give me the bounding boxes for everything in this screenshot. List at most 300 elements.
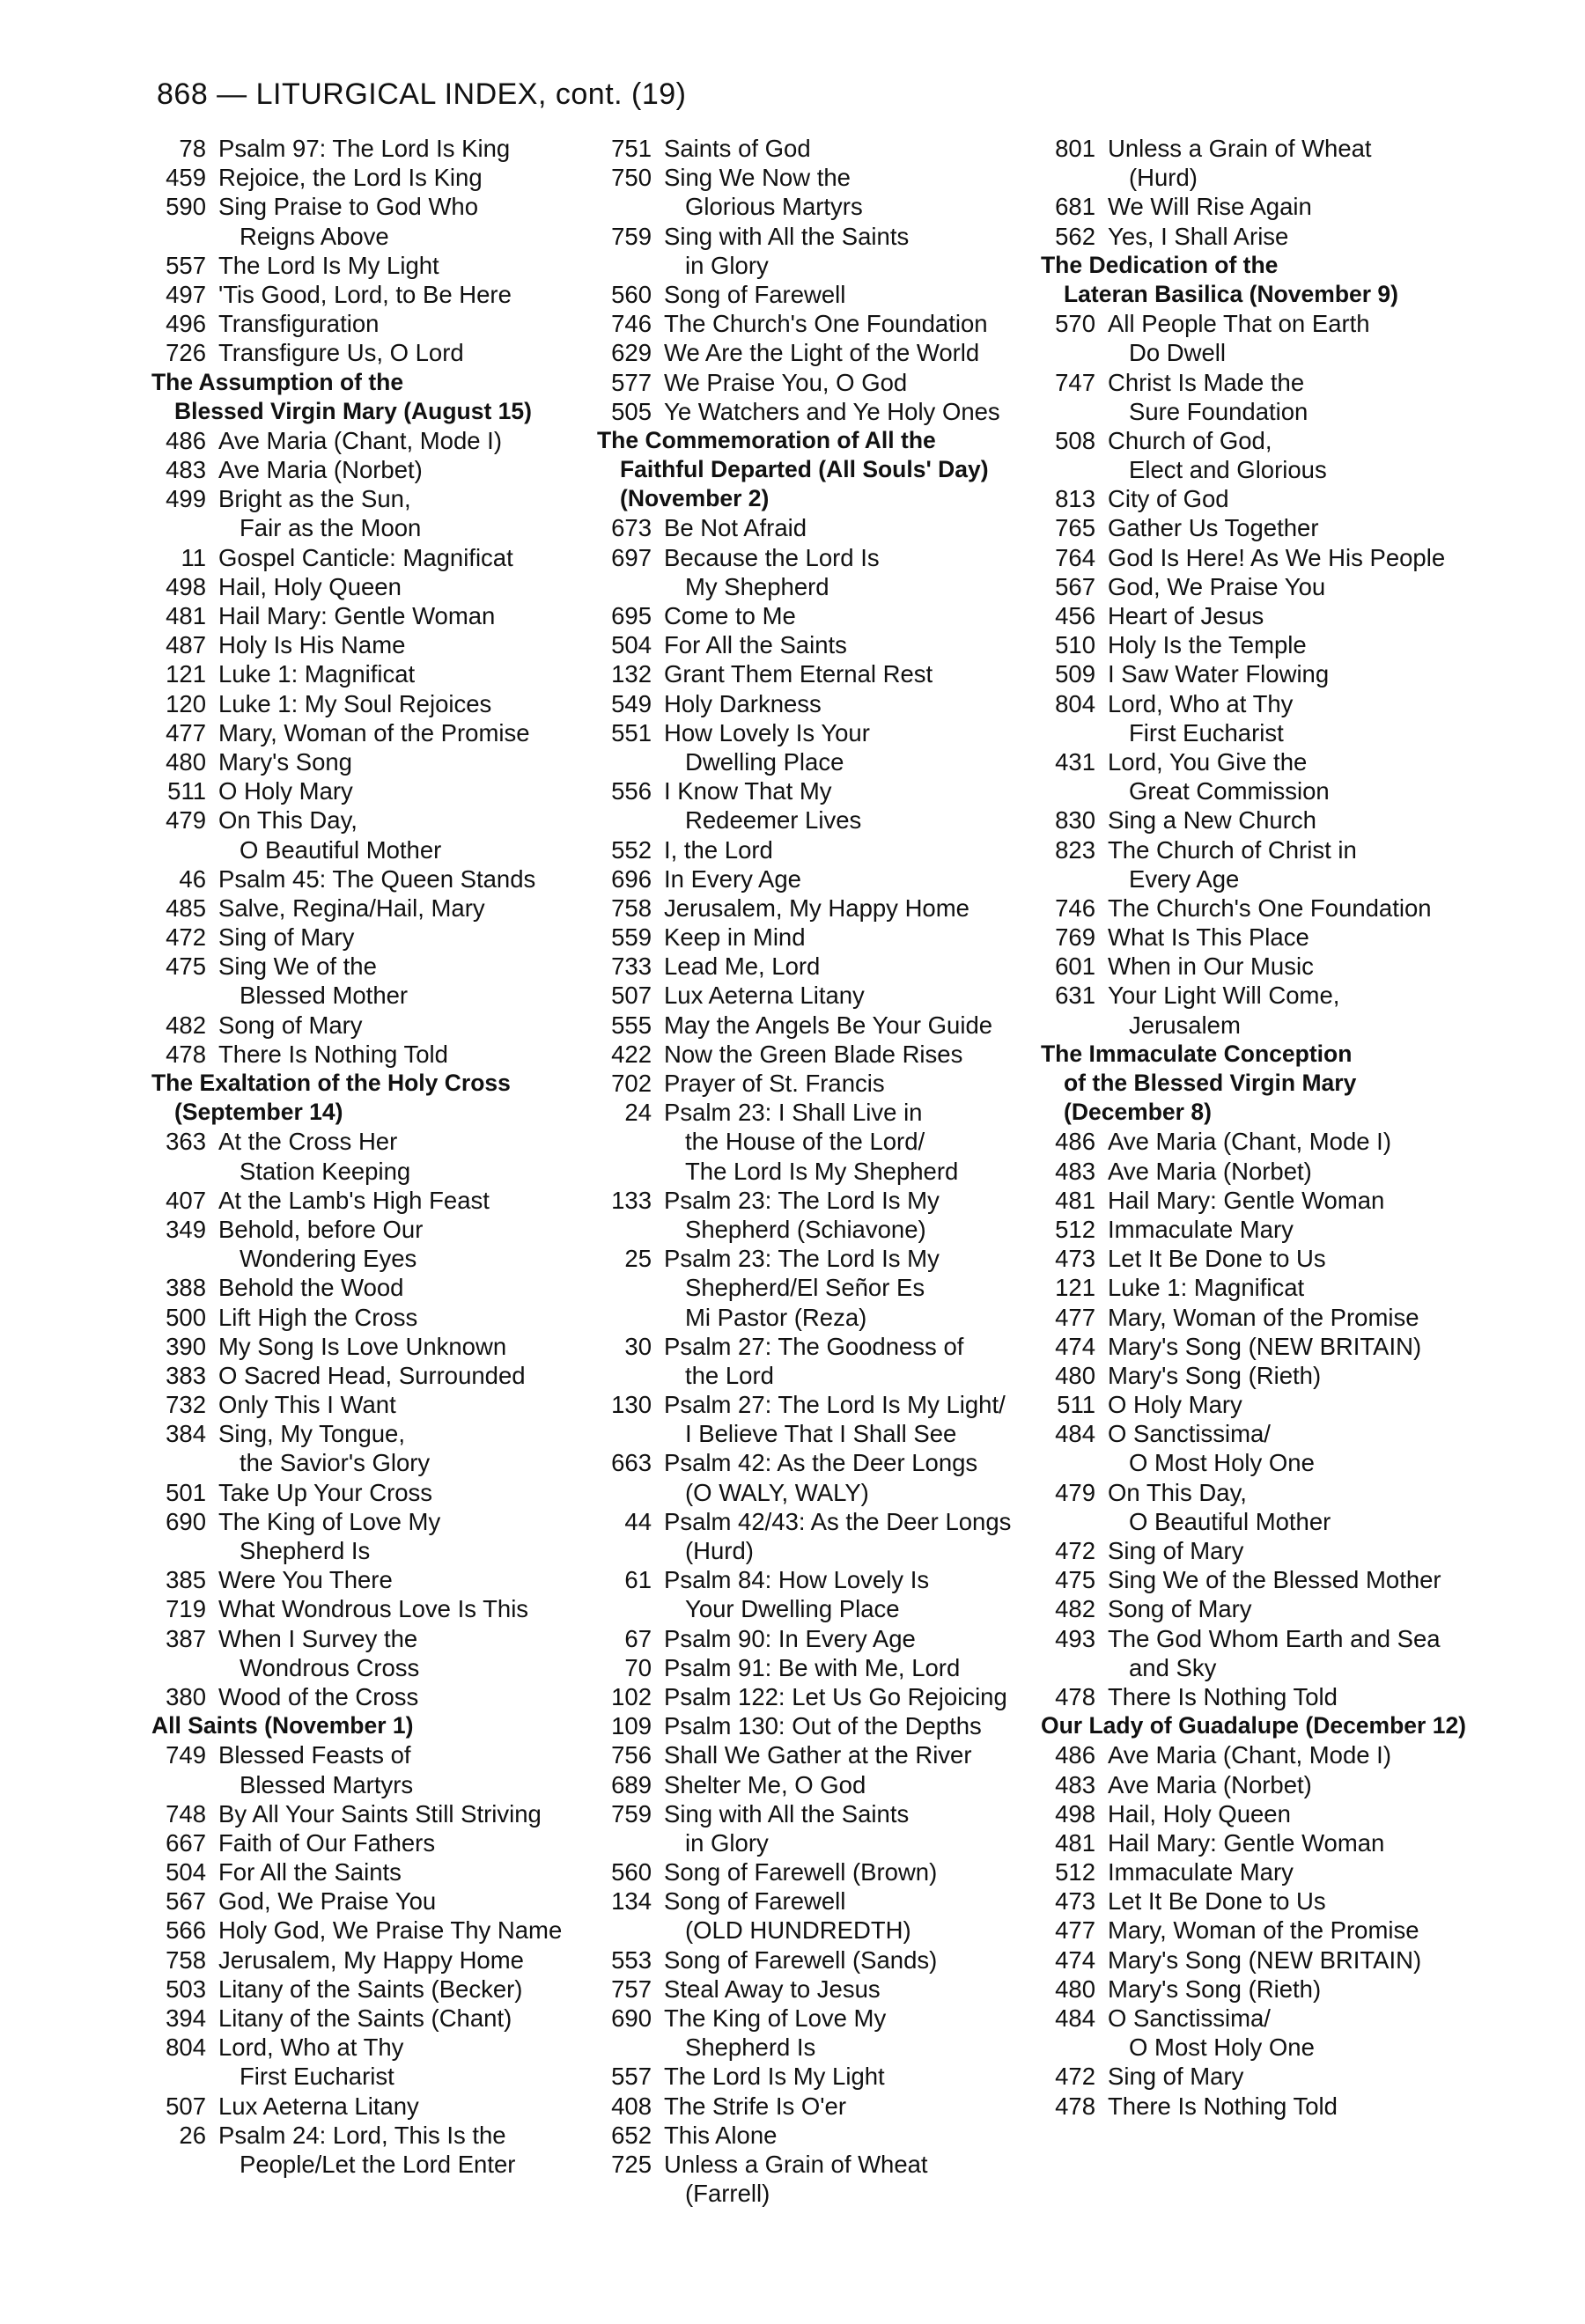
hymn-title: God, We Praise You — [1108, 572, 1326, 600]
hymn-title: Hail Mary: Gentle Woman — [218, 602, 496, 629]
section-heading — [151, 1711, 570, 1740]
hymn-number: 486 — [1055, 1128, 1095, 1156]
index-entry — [151, 1916, 570, 1945]
hymn-number: 557 — [611, 2063, 652, 2091]
index-entry — [597, 1040, 1024, 1069]
index-entry-continuation — [597, 1215, 1024, 1244]
hymn-title: Hail Mary: Gentle Woman — [1108, 1828, 1385, 1857]
hymn-title: Psalm 91: Be with Me, Lord — [664, 1653, 961, 1681]
hymn-title: This Alone — [664, 2121, 778, 2149]
hymn-number: 759 — [611, 1799, 652, 1828]
entry-title-continuation: the House of the Lord/ — [685, 1128, 925, 1156]
index-entry — [597, 1244, 1024, 1273]
hymn-number: 746 — [1055, 894, 1095, 922]
hymn-number: 481 — [1055, 1828, 1095, 1857]
hymn-number: 485 — [166, 894, 206, 922]
hymn-number: 507 — [611, 982, 652, 1010]
hymn-number: 120 — [166, 689, 206, 717]
section-heading-text: (September 14) — [174, 1099, 343, 1126]
hymn-title: Rejoice, the Lord Is King — [218, 164, 483, 192]
index-entry-continuation — [1041, 1507, 1455, 1536]
entry-title-continuation: (O WALY, WALY) — [685, 1478, 869, 1506]
hymn-number: 483 — [1055, 1770, 1095, 1798]
index-entry — [597, 1975, 1024, 2004]
hymn-number: 512 — [1055, 1215, 1095, 1243]
entry-title-continuation: Blessed Martyrs — [240, 1770, 414, 1798]
hymn-number: 725 — [611, 2150, 652, 2178]
hymn-number: 552 — [611, 835, 652, 864]
hymn-title: Jerusalem, My Happy Home — [218, 1945, 524, 1974]
hymn-title: The Lord Is My Light — [664, 2063, 885, 2091]
index-column-2 — [597, 134, 1024, 2208]
index-entry-continuation — [151, 1448, 570, 1477]
hymn-number: 681 — [1055, 193, 1095, 221]
index-entry-continuation — [1041, 1653, 1455, 1682]
entry-title-continuation: and Sky — [1129, 1653, 1217, 1681]
entry-title-continuation: Do Dwell — [1129, 339, 1227, 367]
hymn-number: 385 — [166, 1566, 206, 1594]
index-entry — [1041, 1361, 1455, 1390]
hymn-title: Unless a Grain of Wheat — [664, 2150, 928, 2178]
hymn-title: Song of Farewell (Brown) — [664, 1858, 938, 1886]
hymn-title: Bright as the Sun, — [218, 485, 411, 513]
index-entry-continuation — [151, 835, 570, 864]
index-entry — [1041, 952, 1455, 981]
hymn-title: O Sanctissima/ — [1108, 1420, 1271, 1448]
section-heading — [151, 1098, 570, 1127]
hymn-number: 431 — [1055, 747, 1095, 776]
index-entry — [151, 1040, 570, 1069]
index-entry — [597, 1565, 1024, 1594]
index-entry-continuation — [597, 1361, 1024, 1390]
index-entry — [1041, 1799, 1455, 1828]
index-entry-continuation — [1041, 776, 1455, 805]
hymn-title: Wood of the Cross — [218, 1682, 419, 1710]
hymn-number: 667 — [166, 1828, 206, 1857]
index-entry — [151, 601, 570, 630]
hymn-title: Take Up Your Cross — [218, 1478, 433, 1506]
index-entry — [1041, 1770, 1455, 1799]
hymn-number: 456 — [1055, 602, 1095, 629]
index-entry — [597, 1653, 1024, 1682]
hymn-number: 769 — [1055, 923, 1095, 952]
hymn-number: 134 — [611, 1887, 652, 1916]
hymn-title: There Is Nothing Told — [1108, 2092, 1338, 2120]
index-entry — [151, 747, 570, 776]
hymn-title: When I Survey the — [218, 1624, 418, 1652]
hymn-number: 498 — [166, 572, 206, 600]
hymn-number: 487 — [166, 631, 206, 659]
hymn-number: 551 — [611, 718, 652, 746]
hymn-title: O Sanctissima/ — [1108, 2004, 1271, 2032]
hymn-title: Heart of Jesus — [1108, 602, 1264, 629]
hymn-number: 482 — [166, 1011, 206, 1039]
hymn-number: 497 — [166, 280, 206, 308]
hymn-title: Psalm 24: Lord, This Is the — [218, 2121, 506, 2149]
index-entry — [1041, 805, 1455, 835]
hymn-title: Sing We Now the — [664, 164, 851, 192]
hymn-number: 67 — [624, 1624, 652, 1652]
index-entry — [597, 280, 1024, 309]
hymn-number: 652 — [611, 2121, 652, 2149]
index-entry — [597, 163, 1024, 192]
index-entry — [151, 2033, 570, 2062]
hymn-number: 472 — [1055, 2063, 1095, 2091]
index-entry — [597, 134, 1024, 163]
hymn-number: 133 — [611, 1186, 652, 1214]
hymn-number: 631 — [1055, 982, 1095, 1010]
entry-title-continuation: Jerusalem — [1129, 1011, 1241, 1039]
entry-title-continuation: Redeemer Lives — [685, 806, 862, 835]
index-entry — [151, 630, 570, 659]
hymn-number: 479 — [166, 806, 206, 835]
section-heading — [1041, 280, 1455, 309]
index-entry — [1041, 601, 1455, 630]
hymn-number: 726 — [166, 339, 206, 367]
index-entry — [597, 309, 1024, 338]
hymn-title: What Wondrous Love Is This — [218, 1595, 529, 1623]
index-entry — [1041, 1273, 1455, 1302]
index-entry — [597, 1682, 1024, 1711]
index-entry — [597, 1332, 1024, 1361]
index-entry — [151, 309, 570, 338]
hymn-title: Ave Maria (Norbet) — [1108, 1770, 1312, 1798]
hymn-number: 557 — [166, 251, 206, 279]
hymn-title: Holy God, We Praise Thy Name — [218, 1916, 563, 1945]
hymn-number: 804 — [166, 2034, 206, 2062]
index-entry-continuation — [597, 2033, 1024, 2062]
hymn-title: May the Angels Be Your Guide — [664, 1011, 993, 1039]
entry-title-continuation: Station Keeping — [240, 1157, 411, 1185]
hymn-title: The King of Love My — [218, 1507, 441, 1535]
hymn-title: By All Your Saints Still Striving — [218, 1799, 542, 1828]
hymn-number: 70 — [624, 1653, 652, 1681]
hymn-title: God, We Praise You — [218, 1887, 437, 1916]
hymn-title: Transfigure Us, O Lord — [218, 339, 464, 367]
hymn-title: Christ Is Made the — [1108, 368, 1305, 396]
entry-title-continuation: Sure Foundation — [1129, 397, 1309, 425]
index-entry — [1041, 1975, 1455, 2004]
index-entry — [1041, 981, 1455, 1010]
index-entry — [597, 689, 1024, 718]
hymn-title: Jerusalem, My Happy Home — [664, 894, 969, 922]
hymn-title: Luke 1: Magnificat — [1108, 1274, 1305, 1302]
hymn-number: 560 — [611, 1858, 652, 1886]
hymn-title: Sing a New Church — [1108, 806, 1316, 835]
hymn-title: I Saw Water Flowing — [1108, 660, 1330, 688]
index-entry — [151, 1215, 570, 1244]
hymn-number: 549 — [611, 689, 652, 717]
index-entry — [151, 1390, 570, 1419]
hymn-title: The Church's One Foundation — [1108, 894, 1432, 922]
hymn-number: 570 — [1055, 310, 1095, 338]
index-entry — [597, 1390, 1024, 1419]
index-entry — [151, 1799, 570, 1828]
index-entry — [597, 513, 1024, 542]
hymn-number: 508 — [1055, 426, 1095, 454]
index-entry-continuation — [597, 192, 1024, 221]
index-entry-continuation — [151, 1244, 570, 1273]
section-heading-text: The Immaculate Conception — [1041, 1040, 1353, 1067]
hymn-title: Hail, Holy Queen — [1108, 1799, 1291, 1828]
hymn-title: Saints of God — [664, 135, 811, 162]
entry-title-continuation: O Beautiful Mother — [240, 835, 442, 864]
hymn-title: Hail, Holy Queen — [218, 572, 402, 600]
hymn-title: Luke 1: Magnificat — [218, 660, 416, 688]
hymn-title: Song of Farewell — [664, 1887, 846, 1916]
hymn-number: 408 — [611, 2092, 652, 2120]
index-entry-continuation — [1041, 1448, 1455, 1477]
hymn-title: O Holy Mary — [218, 777, 353, 805]
entry-title-continuation: Shepherd Is — [685, 2034, 816, 2062]
index-entry — [597, 1711, 1024, 1740]
hymn-title: Song of Mary — [218, 1011, 363, 1039]
index-entry-continuation — [1041, 864, 1455, 894]
hymn-title: On This Day, — [218, 806, 358, 835]
entry-title-continuation: in Glory — [685, 251, 769, 279]
hymn-title: What Is This Place — [1108, 923, 1309, 952]
index-entry — [151, 2092, 570, 2121]
hymn-title: Mary's Song (NEW BRITAIN) — [1108, 1945, 1422, 1974]
hymn-number: 804 — [1055, 689, 1095, 717]
hymn-title: Hail Mary: Gentle Woman — [1108, 1186, 1385, 1214]
entry-title-continuation: Fair as the Moon — [240, 514, 422, 542]
hymn-title: The Strife Is O'er — [664, 2092, 846, 2120]
hymn-title: Ye Watchers and Ye Holy Ones — [664, 397, 1000, 425]
section-heading-text: (December 8) — [1064, 1099, 1212, 1126]
hymn-title: Lux Aeterna Litany — [664, 982, 865, 1010]
index-entry — [597, 1098, 1024, 1127]
hymn-number: 477 — [1055, 1303, 1095, 1331]
hymn-title: Steal Away to Jesus — [664, 1975, 881, 2003]
hymn-number: 44 — [624, 1507, 652, 1535]
hymn-title: We Will Rise Again — [1108, 193, 1312, 221]
hymn-title: City of God — [1108, 485, 1229, 513]
hymn-title: Transfiguration — [218, 310, 380, 338]
hymn-number: 26 — [179, 2121, 206, 2149]
hymn-number: 500 — [166, 1303, 206, 1331]
hymn-number: 132 — [611, 660, 652, 688]
index-entry — [1041, 572, 1455, 601]
index-entry — [151, 689, 570, 718]
hymn-title: Ave Maria (Norbet) — [1108, 1157, 1312, 1185]
hymn-number: 483 — [1055, 1157, 1095, 1185]
hymn-title: Psalm 45: The Queen Stands — [218, 864, 536, 893]
hymn-title: Sing of Mary — [218, 923, 355, 952]
hymn-title: Song of Farewell — [664, 280, 846, 308]
hymn-title: Now the Green Blade Rises — [664, 1040, 963, 1068]
hymn-number: 505 — [611, 397, 652, 425]
hymn-number: 560 — [611, 280, 652, 308]
hymn-title: Shall We Gather at the River — [664, 1741, 972, 1769]
index-entry — [597, 894, 1024, 923]
hymn-title: Sing with All the Saints — [664, 222, 910, 250]
entry-title-continuation: I Believe That I Shall See — [685, 1420, 957, 1448]
hymn-number: 384 — [166, 1420, 206, 1448]
hymn-title: Behold, before Our — [218, 1215, 424, 1243]
hymn-number: 477 — [166, 718, 206, 746]
hymn-number: 813 — [1055, 485, 1095, 513]
hymn-number: 484 — [1055, 2004, 1095, 2032]
index-entry — [1041, 1886, 1455, 1916]
hymn-number: 751 — [611, 135, 652, 162]
hymn-title: Psalm 23: I Shall Live in — [664, 1099, 923, 1127]
section-heading-text: The Assumption of the — [151, 368, 404, 395]
index-entry — [1041, 1478, 1455, 1507]
entry-title-continuation: Your Dwelling Place — [685, 1595, 900, 1623]
hymn-title: Because the Lord Is — [664, 543, 880, 571]
entry-title-continuation: (Hurd) — [685, 1537, 754, 1564]
index-entry — [1041, 1740, 1455, 1769]
section-heading — [1041, 251, 1455, 280]
hymn-number: 746 — [611, 310, 652, 338]
index-entry — [151, 543, 570, 572]
index-entry — [151, 2121, 570, 2150]
hymn-title: Immaculate Mary — [1108, 1858, 1294, 1886]
hymn-title: Salve, Regina/Hail, Mary — [218, 894, 485, 922]
hymn-title: I Know That My — [664, 777, 832, 805]
hymn-number: 483 — [166, 456, 206, 484]
entry-title-continuation: Wondering Eyes — [240, 1245, 417, 1273]
hymn-title: In Every Age — [664, 864, 801, 893]
hymn-title: 'Tis Good, Lord, to Be Here — [218, 280, 512, 308]
hymn-title: Psalm 97: The Lord Is King — [218, 135, 511, 162]
hymn-number: 479 — [1055, 1478, 1095, 1506]
hymn-title: Lead Me, Lord — [664, 952, 821, 981]
index-entry-continuation — [597, 2179, 1024, 2208]
hymn-number: 475 — [166, 952, 206, 981]
index-entry — [597, 864, 1024, 894]
hymn-title: At the Lamb's High Feast — [218, 1186, 490, 1214]
entry-title-continuation: My Shepherd — [685, 572, 829, 600]
index-entry — [151, 1273, 570, 1302]
hymn-title: There Is Nothing Told — [218, 1040, 448, 1068]
hymn-number: 498 — [1055, 1799, 1095, 1828]
index-entry — [597, 1069, 1024, 1098]
hymn-number: 503 — [166, 1975, 206, 2003]
hymn-number: 387 — [166, 1624, 206, 1652]
index-entry — [1041, 192, 1455, 221]
index-entry — [597, 630, 1024, 659]
index-entry — [151, 455, 570, 484]
hymn-title: Mary's Song — [218, 747, 352, 776]
index-entry — [151, 134, 570, 163]
index-entry — [597, 1740, 1024, 1769]
section-heading-text: Faithful Departed (All Souls' Day) — [620, 456, 989, 483]
index-entry — [151, 572, 570, 601]
hymn-title: Sing with All the Saints — [664, 1799, 910, 1828]
index-entry — [151, 1886, 570, 1916]
entry-title-continuation: Glorious Martyrs — [685, 193, 863, 221]
hymn-title: Lord, You Give the — [1108, 747, 1308, 776]
hymn-number: 390 — [166, 1332, 206, 1360]
index-entry — [1041, 1594, 1455, 1623]
hymn-number: 801 — [1055, 135, 1095, 162]
index-entry — [597, 1770, 1024, 1799]
hymn-number: 747 — [1055, 368, 1095, 396]
hymn-number: 749 — [166, 1741, 206, 1769]
hymn-title: Litany of the Saints (Chant) — [218, 2004, 512, 2032]
hymn-title: Come to Me — [664, 602, 796, 629]
entry-title-continuation: Blessed Mother — [240, 982, 409, 1010]
hymn-number: 481 — [166, 602, 206, 629]
index-entry — [1041, 1828, 1455, 1857]
hymn-number: 577 — [611, 368, 652, 396]
hymn-title: Mary's Song (Rieth) — [1108, 1975, 1322, 2003]
index-entry-continuation — [597, 251, 1024, 280]
index-entry — [1041, 1565, 1455, 1594]
index-entry — [1041, 1157, 1455, 1186]
hymn-title: Unless a Grain of Wheat — [1108, 135, 1372, 162]
entry-title-continuation: First Eucharist — [240, 2063, 394, 2091]
index-entry — [151, 280, 570, 309]
entry-title-continuation: Reigns Above — [240, 222, 389, 250]
hymn-number: 601 — [1055, 952, 1095, 981]
section-heading — [151, 1069, 570, 1098]
index-entry — [597, 776, 1024, 805]
index-entry — [1041, 484, 1455, 513]
hymn-number: 690 — [611, 2004, 652, 2032]
hymn-number: 486 — [1055, 1741, 1095, 1769]
entry-title-continuation: O Most Holy One — [1129, 2034, 1315, 2062]
index-entry — [1041, 1244, 1455, 1273]
hymn-number: 130 — [611, 1391, 652, 1419]
index-entry — [1041, 1390, 1455, 1419]
hymn-title: Litany of the Saints (Becker) — [218, 1975, 523, 2003]
hymn-number: 477 — [1055, 1916, 1095, 1945]
index-entry — [597, 835, 1024, 864]
index-entry — [1041, 1945, 1455, 1975]
hymn-number: 732 — [166, 1391, 206, 1419]
hymn-title: On This Day, — [1108, 1478, 1247, 1506]
section-heading-text: of the Blessed Virgin Mary — [1064, 1070, 1357, 1096]
hymn-title: Sing of Mary — [1108, 2063, 1244, 2091]
index-entry — [151, 1594, 570, 1623]
hymn-number: 474 — [1055, 1945, 1095, 1974]
hymn-title: Holy Is the Temple — [1108, 631, 1307, 659]
index-entry-continuation — [151, 1157, 570, 1186]
entry-title-continuation: the Lord — [685, 1361, 774, 1389]
index-entry — [1041, 1186, 1455, 1215]
hymn-title: Were You There — [218, 1566, 393, 1594]
index-entry-continuation — [597, 1916, 1024, 1945]
index-entry — [1041, 222, 1455, 251]
index-entry-continuation — [151, 222, 570, 251]
index-entry-continuation — [151, 513, 570, 542]
entry-title-continuation: Shepherd/El Señor Es — [685, 1274, 925, 1302]
hymn-number: 473 — [1055, 1245, 1095, 1273]
hymn-number: 673 — [611, 514, 652, 542]
hymn-number: 748 — [166, 1799, 206, 1828]
page-title: 868 — LITURGICAL INDEX, cont. (19) — [157, 77, 687, 111]
index-entry — [597, 543, 1024, 572]
index-entry — [1041, 1857, 1455, 1886]
section-heading — [597, 455, 1024, 484]
hymn-number: 566 — [166, 1916, 206, 1945]
index-entry-continuation — [597, 1157, 1024, 1186]
hymn-number: 511 — [1057, 1391, 1095, 1419]
hymn-title: When in Our Music — [1108, 952, 1314, 981]
hymn-title: At the Cross Her — [218, 1128, 398, 1156]
hymn-title: Ave Maria (Chant, Mode I) — [1108, 1128, 1391, 1156]
hymn-number: 512 — [1055, 1858, 1095, 1886]
hymn-number: 567 — [166, 1887, 206, 1916]
hymn-title: Mary, Woman of the Promise — [1108, 1303, 1419, 1331]
index-entry — [597, 1448, 1024, 1477]
index-entry-continuation — [151, 1536, 570, 1565]
hymn-number: 559 — [611, 923, 652, 952]
index-entry-continuation — [151, 981, 570, 1010]
